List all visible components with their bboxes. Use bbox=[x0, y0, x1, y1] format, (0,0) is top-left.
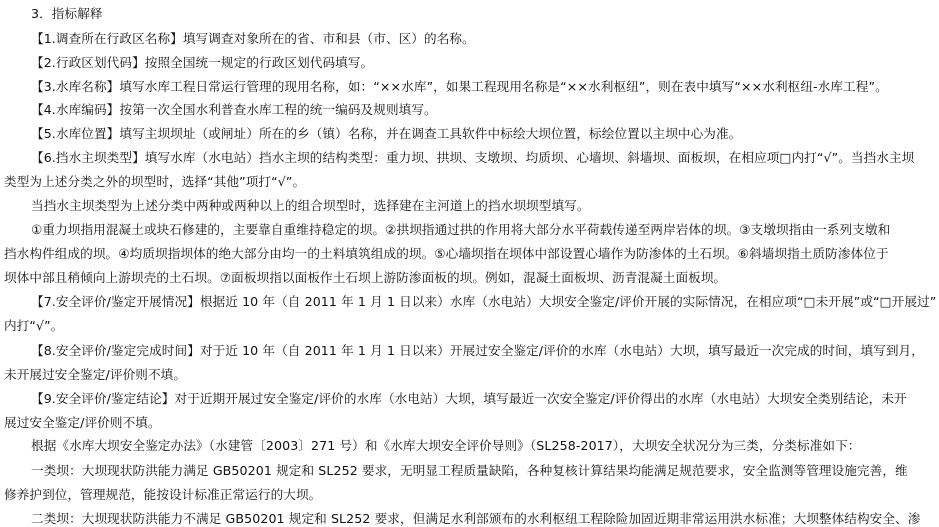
item-7-text-line-1: 【7.安全评价/鉴定开展情况】根据近 10 年（自 2011 年 1 月 1 日以来）水库（水电站）大坝安全鉴定/评价开展的实际情况，在相应项“□未开展”或“□开展过” bbox=[31, 294, 937, 309]
class-1-text-line-2: 修养护到位，管理规范，能按设计标准正常运行的大坝。 bbox=[4, 487, 322, 502]
dam-types-text-line-3: 坝体中部且稍倾向上游坝壳的土石坝。⑦面板坝指以面板作土石坝上游防渗面板的坝。例如，混凝土面板坝、沥青混凝土面板坝。 bbox=[4, 270, 727, 285]
dam-types-text-line-1: ①重力坝指用混凝土或块石修建的，主要靠自重维持稳定的坝。②拱坝指通过拱的作用将大部分水平荷载传递至两岸岩体的坝。③支墩坝指由一系列支墩和 bbox=[31, 222, 891, 237]
item-8-text-line-2: 未开展过安全鉴定/评价则不填。 bbox=[4, 367, 187, 382]
item-9-text-line-2: 展过安全鉴定/评价则不填。 bbox=[4, 415, 161, 430]
item-1-text: 【1.调查所在行政区名称】填写调查对象所在的省、市和县（市、区）的名称。 bbox=[31, 31, 475, 46]
item-8-text-line-1: 【8.安全评价/鉴定完成时间】对于近 10 年（自 2011 年 1 月 1 日以来）开展过安全鉴定/评价的水库（水电站）大坝，填写最近一次完成的时间，填写到月， bbox=[31, 343, 924, 358]
item-3-text: 【3.水库名称】填写水库工程日常运行管理的现用名称，如：“××水库”，如果工程现用名称是“××水利枢纽”，则在表中填写“××水利枢纽-水库工程”。 bbox=[31, 79, 888, 94]
class-2-text-line-1: 二类坝：大坝现状防洪能力不满足 GB50201 规定和 SL252 要求，但满足水利部颁布的水利枢纽工程除险加固近期非常运用洪水标准；大坝整体结构安全、渗 bbox=[31, 511, 921, 526]
classification-intro: 根据《水库大坝安全鉴定办法》（水建管〔2003〕271 号）和《水库大坝安全评价导则》（SL258-2017），大坝安全状况分为三类，分类标准如下： bbox=[31, 438, 861, 453]
item-2-text: 【2.行政区划代码】按照全国统一规定的行政区划代码填写。 bbox=[31, 55, 374, 70]
item-9-text-line-1: 【9.安全评价/鉴定结论】对于近期开展过安全鉴定/评价的水库（水电站）大坝，填写最近一次安全鉴定/评价得出的水库（水电站）大坝安全类别结论，未开 bbox=[31, 391, 907, 406]
item-6-text-line-1: 【6.挡水主坝类型】填写水库（水电站）挡水主坝的结构类型：重力坝、拱坝、支墩坝、均质坝、心墙坝、斜墙坝、面板坝，在相应项□内打“√”。当挡水主坝 bbox=[31, 150, 915, 165]
item-5-text: 【5.水库位置】填写主坝坝址（或闸址）所在的乡（镇）名称，并在调查工具软件中标绘大坝位置，标绘位置以主坝中心为准。 bbox=[31, 126, 742, 141]
section-heading: 3．指标解释 bbox=[31, 6, 103, 21]
item-4-text: 【4.水库编码】按第一次全国水利普查水库工程的统一编码及规则填写。 bbox=[31, 102, 437, 117]
item-7-text-line-2: 内打“√”。 bbox=[4, 318, 64, 333]
item-6-note: 当挡水主坝类型为上述分类中两种或两种以上的组合坝型时，选择建在主河道上的挡水坝坝型填写。 bbox=[31, 198, 590, 213]
item-6-text-line-2: 类型为上述分类之外的坝型时，选择“其他”项打“√”。 bbox=[4, 174, 306, 189]
class-1-text-line-1: 一类坝：大坝现状防洪能力满足 GB50201 规定和 SL252 要求，无明显工程质量缺陷，各种复核计算结果均能满足规范要求，安全监测等管理设施完善，维 bbox=[31, 463, 908, 478]
dam-types-text-line-2: 挡水构件组成的坝。④均质坝指坝体的绝大部分由均一的土料填筑组成的坝。⑤心墙坝指在坝体中部设置心墙作为防渗体的土石坝。⑥斜墙坝指土质防渗体位于 bbox=[4, 246, 889, 261]
